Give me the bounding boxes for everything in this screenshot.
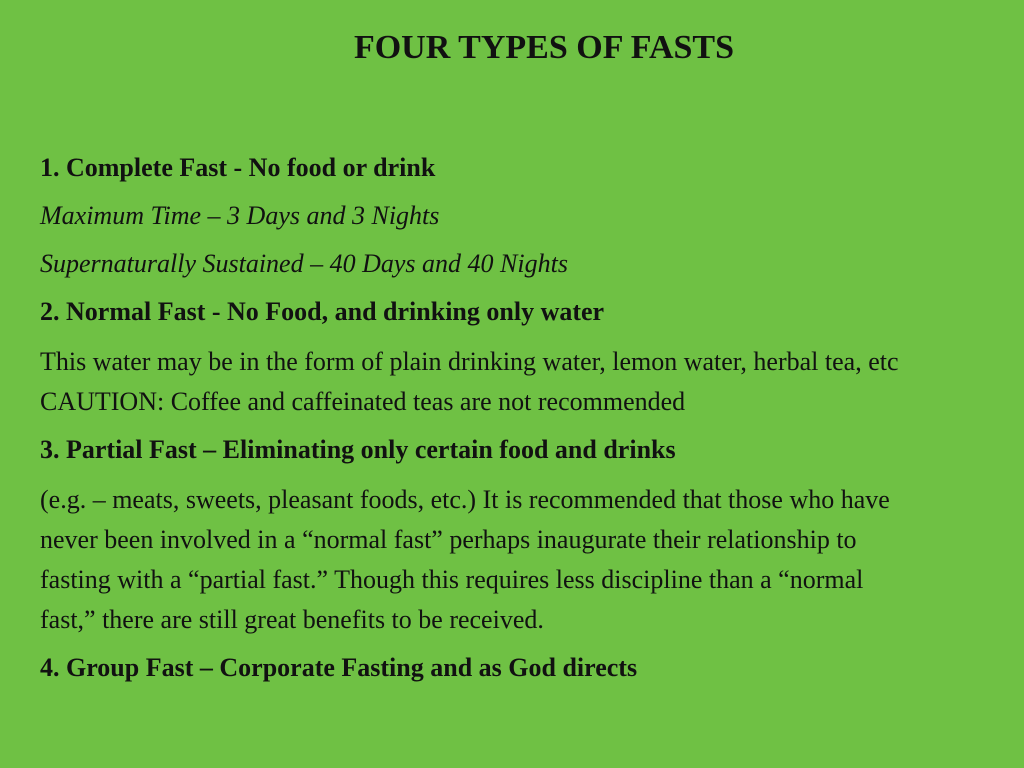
section-3-body-line: fast,” there are still great benefits to be received.	[40, 605, 544, 634]
slide-title: FOUR TYPES OF FASTS	[353, 29, 735, 66]
section-2-body	[40, 342, 1024, 422]
slide-content	[40, 150, 1024, 698]
section-2-caution-line: CAUTION: Coffee and caffeinated teas are not recommended	[40, 387, 686, 416]
section-1-detail-supernatural: Supernaturally Sustained – 40 Days and 40 Nights	[40, 249, 568, 278]
section-3-body-line: (e.g. – meats, sweets, pleasant foods, etc.) It is recommended that those who have	[40, 485, 890, 514]
section-1-heading: 1. Complete Fast - No food or drink	[40, 153, 436, 182]
section-3-body-line: fasting with a “partial fast.” Though this requires less discipline than a “normal	[40, 565, 864, 594]
section-2-heading: 2. Normal Fast - No Food, and drinking only water	[40, 297, 605, 326]
section-3-body	[40, 480, 1024, 640]
section-3-body-line: never been involved in a “normal fast” perhaps inaugurate their relationship to	[40, 525, 857, 554]
section-4-heading: 4. Group Fast – Corporate Fasting and as God directs	[40, 653, 638, 682]
section-1-detail-max-time: Maximum Time – 3 Days and 3 Nights	[40, 201, 440, 230]
section-2-body-line: This water may be in the form of plain drinking water, lemon water, herbal tea, etc	[40, 347, 899, 376]
section-3-heading: 3. Partial Fast – Eliminating only certain food and drinks	[40, 435, 676, 464]
